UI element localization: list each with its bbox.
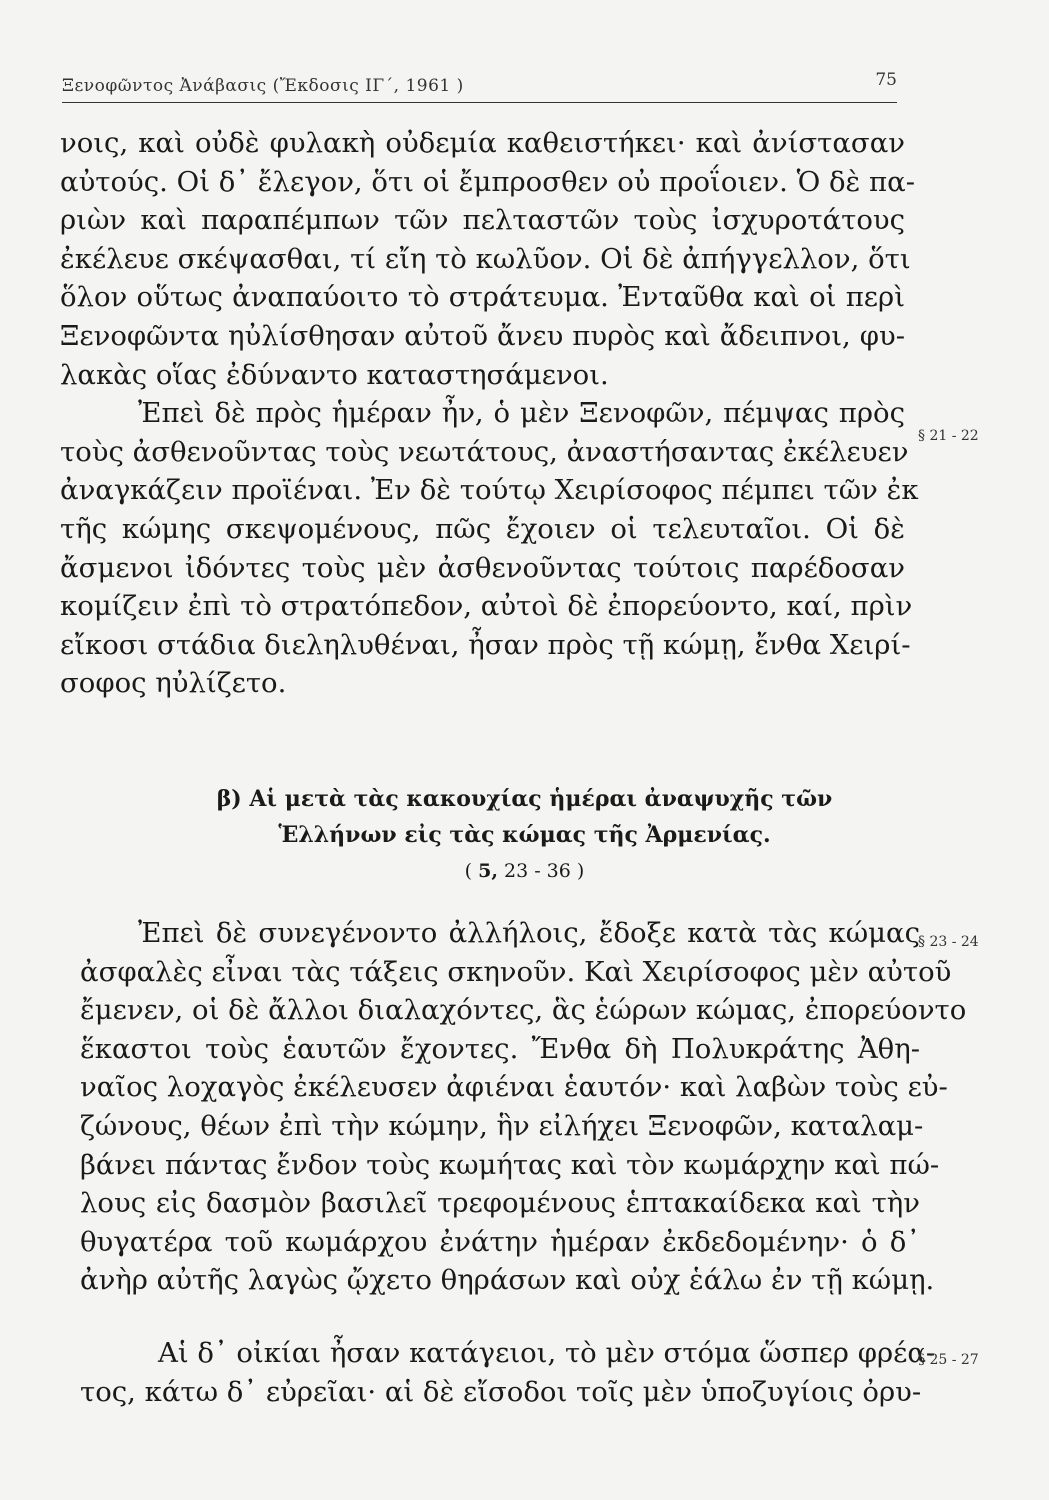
- text-line: ἔμενεν, οἱ δὲ ἄλλοι διαλαχόντες, ἃς ἑώρων κώμας, ἐπορεύοντο: [80, 994, 967, 1027]
- section-heading-line-1: β) Αἱ μετὰ τὰς κακουχίας ἡμέραι ἀναψυχῆς τῶν: [216, 786, 833, 812]
- text-line: ἀνὴρ αὐτῆς λαγὼς ᾤχετο θηράσων καὶ οὐχ ἑάλω ἐν τῇ κώμῃ.: [80, 1264, 935, 1297]
- text-line: Αἱ δ᾽ οἰκίαι ἦσαν κατάγειοι, τὸ μὲν στόμα ὥσπερ φρέα-: [158, 1337, 936, 1369]
- page-number: 75: [875, 70, 897, 90]
- text-line: νοις, καὶ οὐδὲ φυλακὴ οὐδεμία καθειστήκει· καὶ ἀνίστασαν: [60, 127, 905, 159]
- text-line: τος, κάτω δ᾽ εὐρεῖαι· αἱ δὲ εἴσοδοι τοῖς μὲν ὑποζυγίοις ὀρυ-: [80, 1375, 922, 1408]
- text-line: ναῖος λοχαγὸς ἐκέλευσεν ἀφιέναι ἑαυτόν· καὶ λαβὼν τοὺς εὐ-: [80, 1071, 948, 1104]
- margin-section-note: § 25 - 27: [918, 1352, 979, 1368]
- text-line: τοὺς ἀσθενοῦντας τοὺς νεωτάτους, ἀναστήσαντας ἐκέλευεν: [60, 435, 909, 468]
- body-text-block-1: [60, 124, 919, 703]
- section-reference-range: 23 - 36 ): [497, 860, 585, 882]
- text-line: τῆς κώμης σκεψομένους, πῶς ἔχοιεν οἱ τελευταῖοι. Οἱ δὲ: [60, 512, 905, 545]
- text-line: κομίζειν ἐπὶ τὸ στρατόπεδον, αὐτοὶ δὲ ἐπορεύοντο, καί, πρὶν: [60, 590, 913, 623]
- margin-section-note: § 23 - 24: [918, 934, 979, 950]
- text-line: ἄσμενοι ἰδόντες τοὺς μὲν ἀσθενοῦντας τούτοις παρέδοσαν: [60, 551, 905, 584]
- text-line: ἀναγκάζειν προϊέναι. Ἐν δὲ τούτῳ Χειρίσοφος πέμπει τῶν ἐκ: [60, 474, 919, 507]
- running-header: [62, 72, 897, 103]
- body-text-block-3: [80, 1334, 936, 1411]
- text-line: λακὰς οἵας ἐδύναντο καταστησάμενοι.: [60, 358, 609, 391]
- text-line: Ξενοφῶντα ηὐλίσθησαν αὐτοῦ ἄνευ πυρὸς καὶ ἄδειπνοι, φυ-: [60, 319, 905, 352]
- text-line: σοφος ηὐλίζετο.: [60, 667, 287, 700]
- text-line: ζώνους, θέων ἐπὶ τὴν κώμην, ἣν εἰλήχει Ξενοφῶν, καταλαμ-: [80, 1109, 924, 1142]
- text-line: αὐτούς. Οἱ δ᾽ ἔλεγον, ὅτι οἱ ἔμπροσθεν οὐ προΐοιεν. Ὁ δὲ πα-: [60, 165, 915, 198]
- text-line: εἴκοσι στάδια διεληλυθέναι, ἦσαν πρὸς τῇ κώμῃ, ἔνθα Χειρί-: [60, 628, 911, 661]
- section-heading-line-2: Ἑλλήνων εἰς τὰς κώμας τῆς Ἀρμενίας.: [278, 822, 771, 848]
- section-reference: [0, 860, 1049, 882]
- text-line: θυγατέρα τοῦ κωμάρχου ἐνάτην ἡμέραν ἐκδεδομένην· ὁ δ᾽: [80, 1225, 920, 1258]
- text-line: Ἐπεὶ δὲ πρὸς ἡμέραν ἦν, ὁ μὲν Ξενοφῶν, πέμψας πρὸς: [138, 397, 905, 430]
- section-reference-chapter: 5,: [478, 860, 498, 882]
- text-line: ριὼν καὶ παραπέμπων τῶν πελταστῶν τοὺς ἰσχυροτάτους: [60, 204, 905, 237]
- text-line: λους εἰς δασμὸν βασιλεῖ τρεφομένους ἑπτακαίδεκα καὶ τὴν: [80, 1187, 920, 1220]
- text-line: Ἐπεὶ δὲ συνεγένοντο ἀλλήλοις, ἔδοξε κατὰ τὰς κώμας: [138, 917, 920, 949]
- text-line: ἐκέλευε σκέψασθαι, τί εἴη τὸ κωλῦον. Οἱ δὲ ἀπήγγελλον, ὅτι: [60, 242, 911, 275]
- text-line: ἀσφαλὲς εἶναι τὰς τάξεις σκηνοῦν. Καὶ Χειρίσοφος μὲν αὐτοῦ: [80, 955, 952, 988]
- text-line: βάνει πάντας ἔνδον τοὺς κωμήτας καὶ τὸν κωμάρχην καὶ πώ-: [80, 1148, 940, 1181]
- running-header-title: Ξενοφῶντος Ἀνάβασις (Ἔκδοσις ΙΓ΄, 1961 ): [62, 76, 464, 96]
- text-line: ὅλον οὕτως ἀναπαύοιτο τὸ στράτευμα. Ἐνταῦθα καὶ οἱ περὶ: [60, 281, 905, 314]
- margin-section-note: § 21 - 22: [918, 428, 979, 444]
- section-reference-open: (: [464, 860, 479, 882]
- text-line: ἕκαστοι τοὺς ἑαυτῶν ἔχοντες. Ἔνθα δὴ Πολυκράτης Ἀθη-: [80, 1032, 920, 1065]
